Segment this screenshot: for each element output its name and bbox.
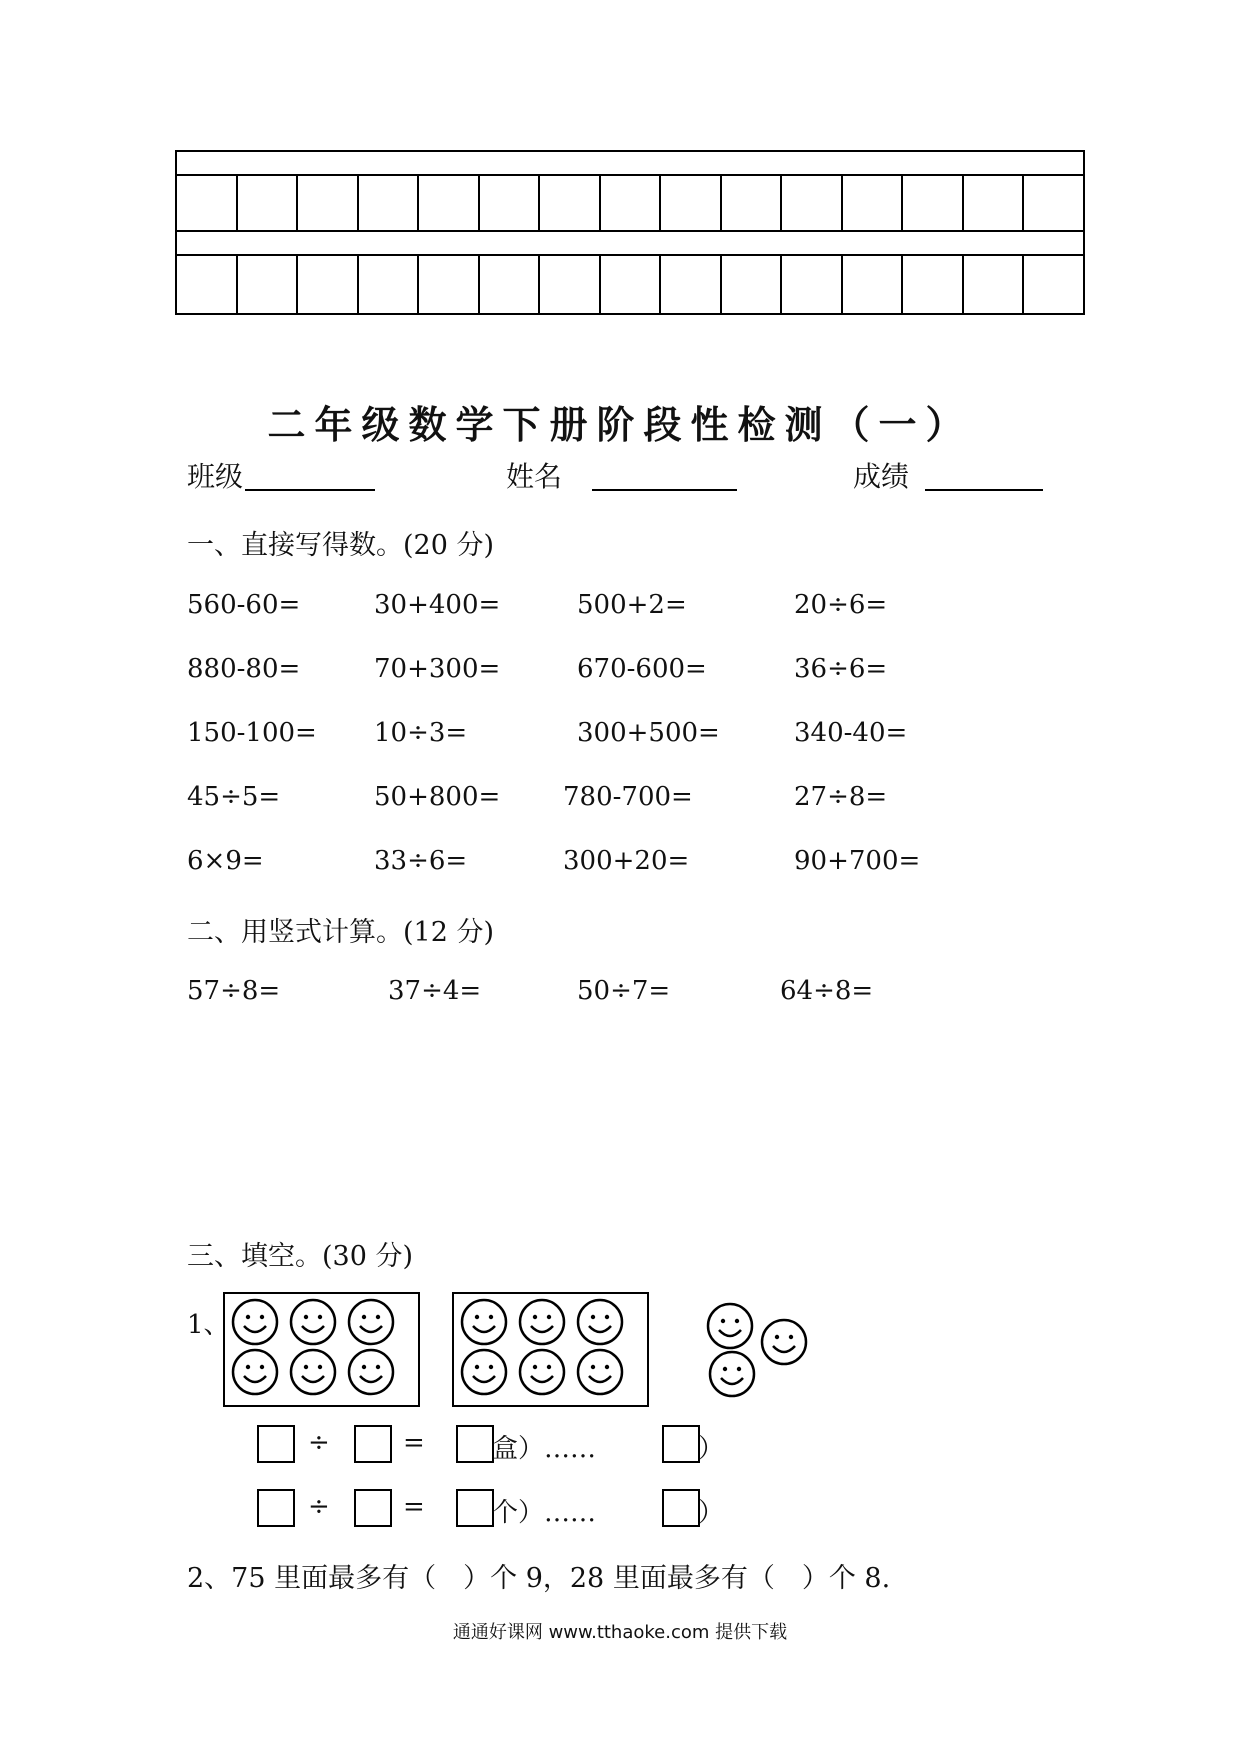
score-grid-middle-band [177,232,1083,256]
section2-heading: 二、用竖式计算。(12 分) [187,917,495,948]
smiley-face-icon [289,1298,337,1346]
problem: 150-100= [187,718,317,748]
class-blank-line[interactable] [245,489,375,491]
equals-sign: = [403,1428,425,1458]
smiley-face-icon [460,1298,508,1346]
score-label: 成绩 [853,460,910,493]
smiley-face-icon [231,1298,279,1346]
score-grid [175,150,1085,315]
problem: 560-60= [187,590,301,620]
page-title: 二年级数学下册阶段性检测（一） [267,403,973,447]
problem: 33÷6= [374,846,468,876]
close-paren: ） [698,1434,725,1464]
answer-box[interactable] [456,1425,494,1463]
vertical-calc-problem: 37÷4= [388,976,482,1006]
problem: 70+300= [374,654,501,684]
score-grid-header-band [177,152,1083,176]
unit-piece-text: 个）…… [492,1498,597,1528]
equals-sign: = [403,1492,425,1522]
problem: 500+2= [577,590,687,620]
smiley-face-icon [576,1348,624,1396]
answer-box[interactable] [257,1489,295,1527]
problem: 670-600= [577,654,707,684]
divide-sign: ÷ [308,1492,330,1522]
footer-source: 通通好课网 www.tthaoke.com 提供下载 [452,1622,788,1643]
answer-box[interactable] [257,1425,295,1463]
section3-heading: 三、填空。(30 分) [187,1241,414,1272]
smiley-face-icon [460,1348,508,1396]
smiley-face-icon [706,1302,754,1350]
problem: 6×9= [187,846,264,876]
answer-box[interactable] [662,1489,700,1527]
answer-box[interactable] [662,1425,700,1463]
section1-heading: 一、直接写得数。(20 分) [187,530,495,561]
smiley-face-icon [576,1298,624,1346]
answer-box[interactable] [354,1489,392,1527]
smiley-face-icon [289,1348,337,1396]
answer-box[interactable] [456,1489,494,1527]
divide-sign: ÷ [308,1428,330,1458]
smiley-face-icon [518,1348,566,1396]
problem: 10÷3= [374,718,468,748]
problem: 36÷6= [794,654,888,684]
question-2: 2、75 里面最多有（ ）个 9，28 里面最多有（ ）个 8. [187,1563,891,1594]
vertical-calc-problem: 50÷7= [577,976,671,1006]
unit-box-text: 盒）…… [492,1434,597,1464]
smiley-face-icon [347,1298,395,1346]
name-label: 姓名 [506,460,563,493]
problem: 90+700= [794,846,921,876]
problem: 340-40= [794,718,908,748]
problem: 880-80= [187,654,301,684]
smiley-face-icon [760,1318,808,1366]
problem: 27÷8= [794,782,888,812]
problem: 300+20= [563,846,690,876]
problem: 50+800= [374,782,501,812]
problem: 45÷5= [187,782,281,812]
score-grid-row-2 [177,256,1083,313]
class-label: 班级 [187,460,244,493]
smiley-face-icon [231,1348,279,1396]
problem: 780-700= [563,782,693,812]
smiley-face-icon [518,1298,566,1346]
vertical-calc-problem: 64÷8= [780,976,874,1006]
question-1-label: 1、 [187,1310,230,1340]
problem: 30+400= [374,590,501,620]
problem: 300+500= [577,718,720,748]
smiley-face-icon [347,1348,395,1396]
smiley-face-icon [708,1350,756,1398]
problem: 20÷6= [794,590,888,620]
close-paren: ） [698,1498,725,1528]
vertical-calc-problem: 57÷8= [187,976,281,1006]
answer-box[interactable] [354,1425,392,1463]
name-blank-line[interactable] [592,489,737,491]
score-grid-row-1 [177,176,1083,232]
score-blank-line[interactable] [925,489,1043,491]
